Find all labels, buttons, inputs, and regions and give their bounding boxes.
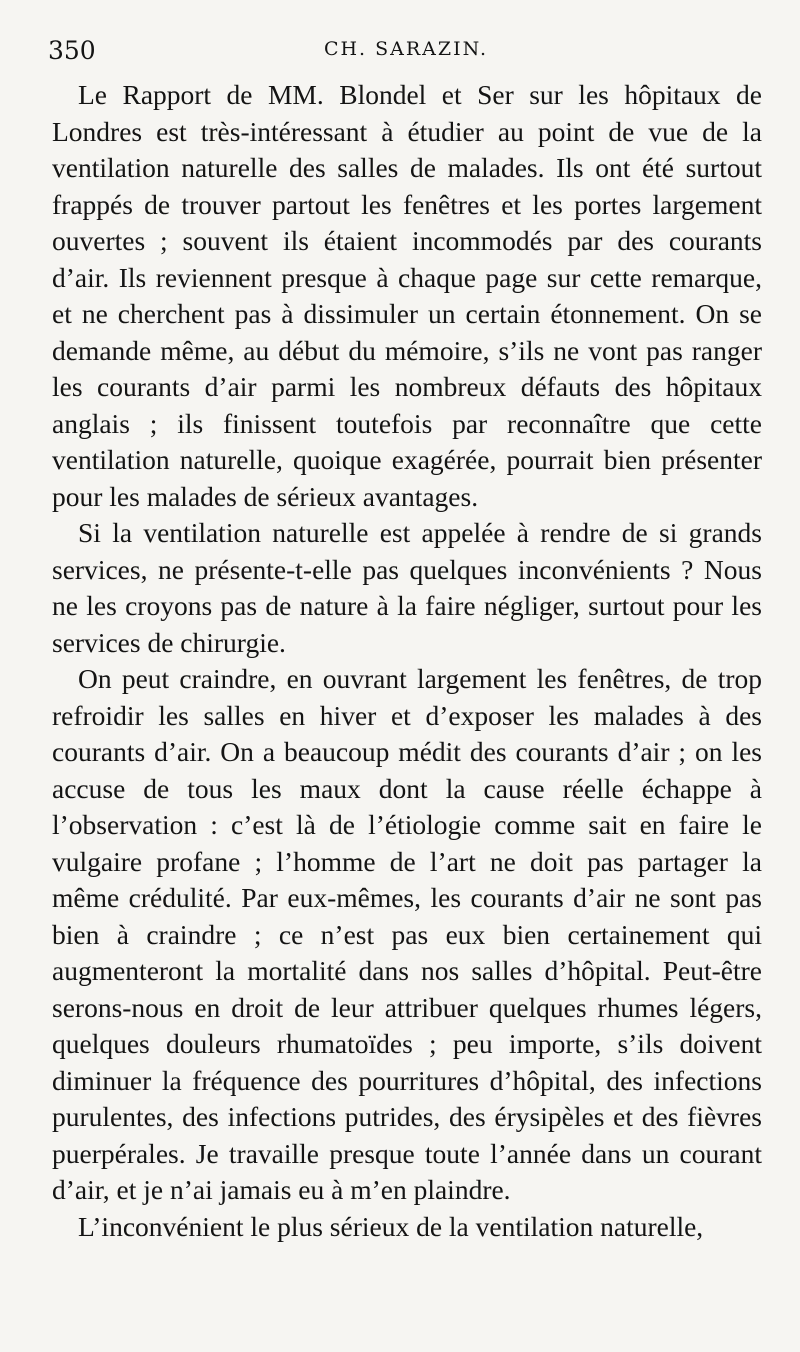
running-title: CH. SARAZIN. [323, 38, 489, 60]
page-number: 350 [48, 36, 96, 65]
paragraph: L’inconvénient le plus sérieux de la ventilation naturelle, [78, 1210, 704, 1242]
body-text [52, 77, 762, 1245]
paragraph: Le Rapport de MM. Blondel et Ser sur les hôpitaux de Londres est très-intéressant à étudier au point de vue de la ventilation naturelle des salles de malades. Ils ont été surtout frappés de trouver partout les fenêtres et les portes largement ouvertes ; souvent ils étaient incommodés par des courants d’air. Ils reviennent presque à chaque page sur cette remarque, et ne cherchent pas à dissimuler un certain étonnement. On se demande même, au début du mémoire, s’ils ne vont pas ranger les courants d’air parmi les nombreux défauts des hôpitaux anglais ; ils finissent toutefois par reconnaître que cette ventilation naturelle, quoique exagérée, pourrait bien présenter pour les malades de sérieux avantages. [52, 79, 762, 512]
paragraph: On peut craindre, en ouvrant largement les fenêtres, de trop refroidir les salles en hiver et d’exposer les malades à des courants d’air. On a beaucoup médit des courants d’air ; on les accuse de tous les maux dont la cause réelle échappe à l’observation : c’est là de l’étiologie comme sait en faire le vulgaire profane ; l’homme de l’art ne doit pas partager la même crédulité. Par eux-mêmes, les courants d’air ne sont pas bien à craindre ; ce n’est pas eux bien certainement qui augmenteront la mortalité dans nos salles d’hôpital. Peut-être serons-nous en droit de leur attribuer quelques rhumes légers, quelques douleurs rhumatoïdes ; peu importe, s’ils doivent diminuer la fréquence des pourritures d’hôpital, des infections purulentes, des infections putrides, des érysipèles et des fièvres puerpérales. Je travaille presque toute l’année dans un courant d’air, et je n’ai jamais eu à m’en plaindre. [52, 663, 762, 1205]
paragraph: Si la ventilation naturelle est appelée à rendre de si grands services, ne présente-t-elle pas quelques inconvénients ? Nous ne les croyons pas de nature à la faire négliger, surtout pour les services de chirurgie. [52, 517, 762, 658]
running-head [48, 32, 764, 68]
